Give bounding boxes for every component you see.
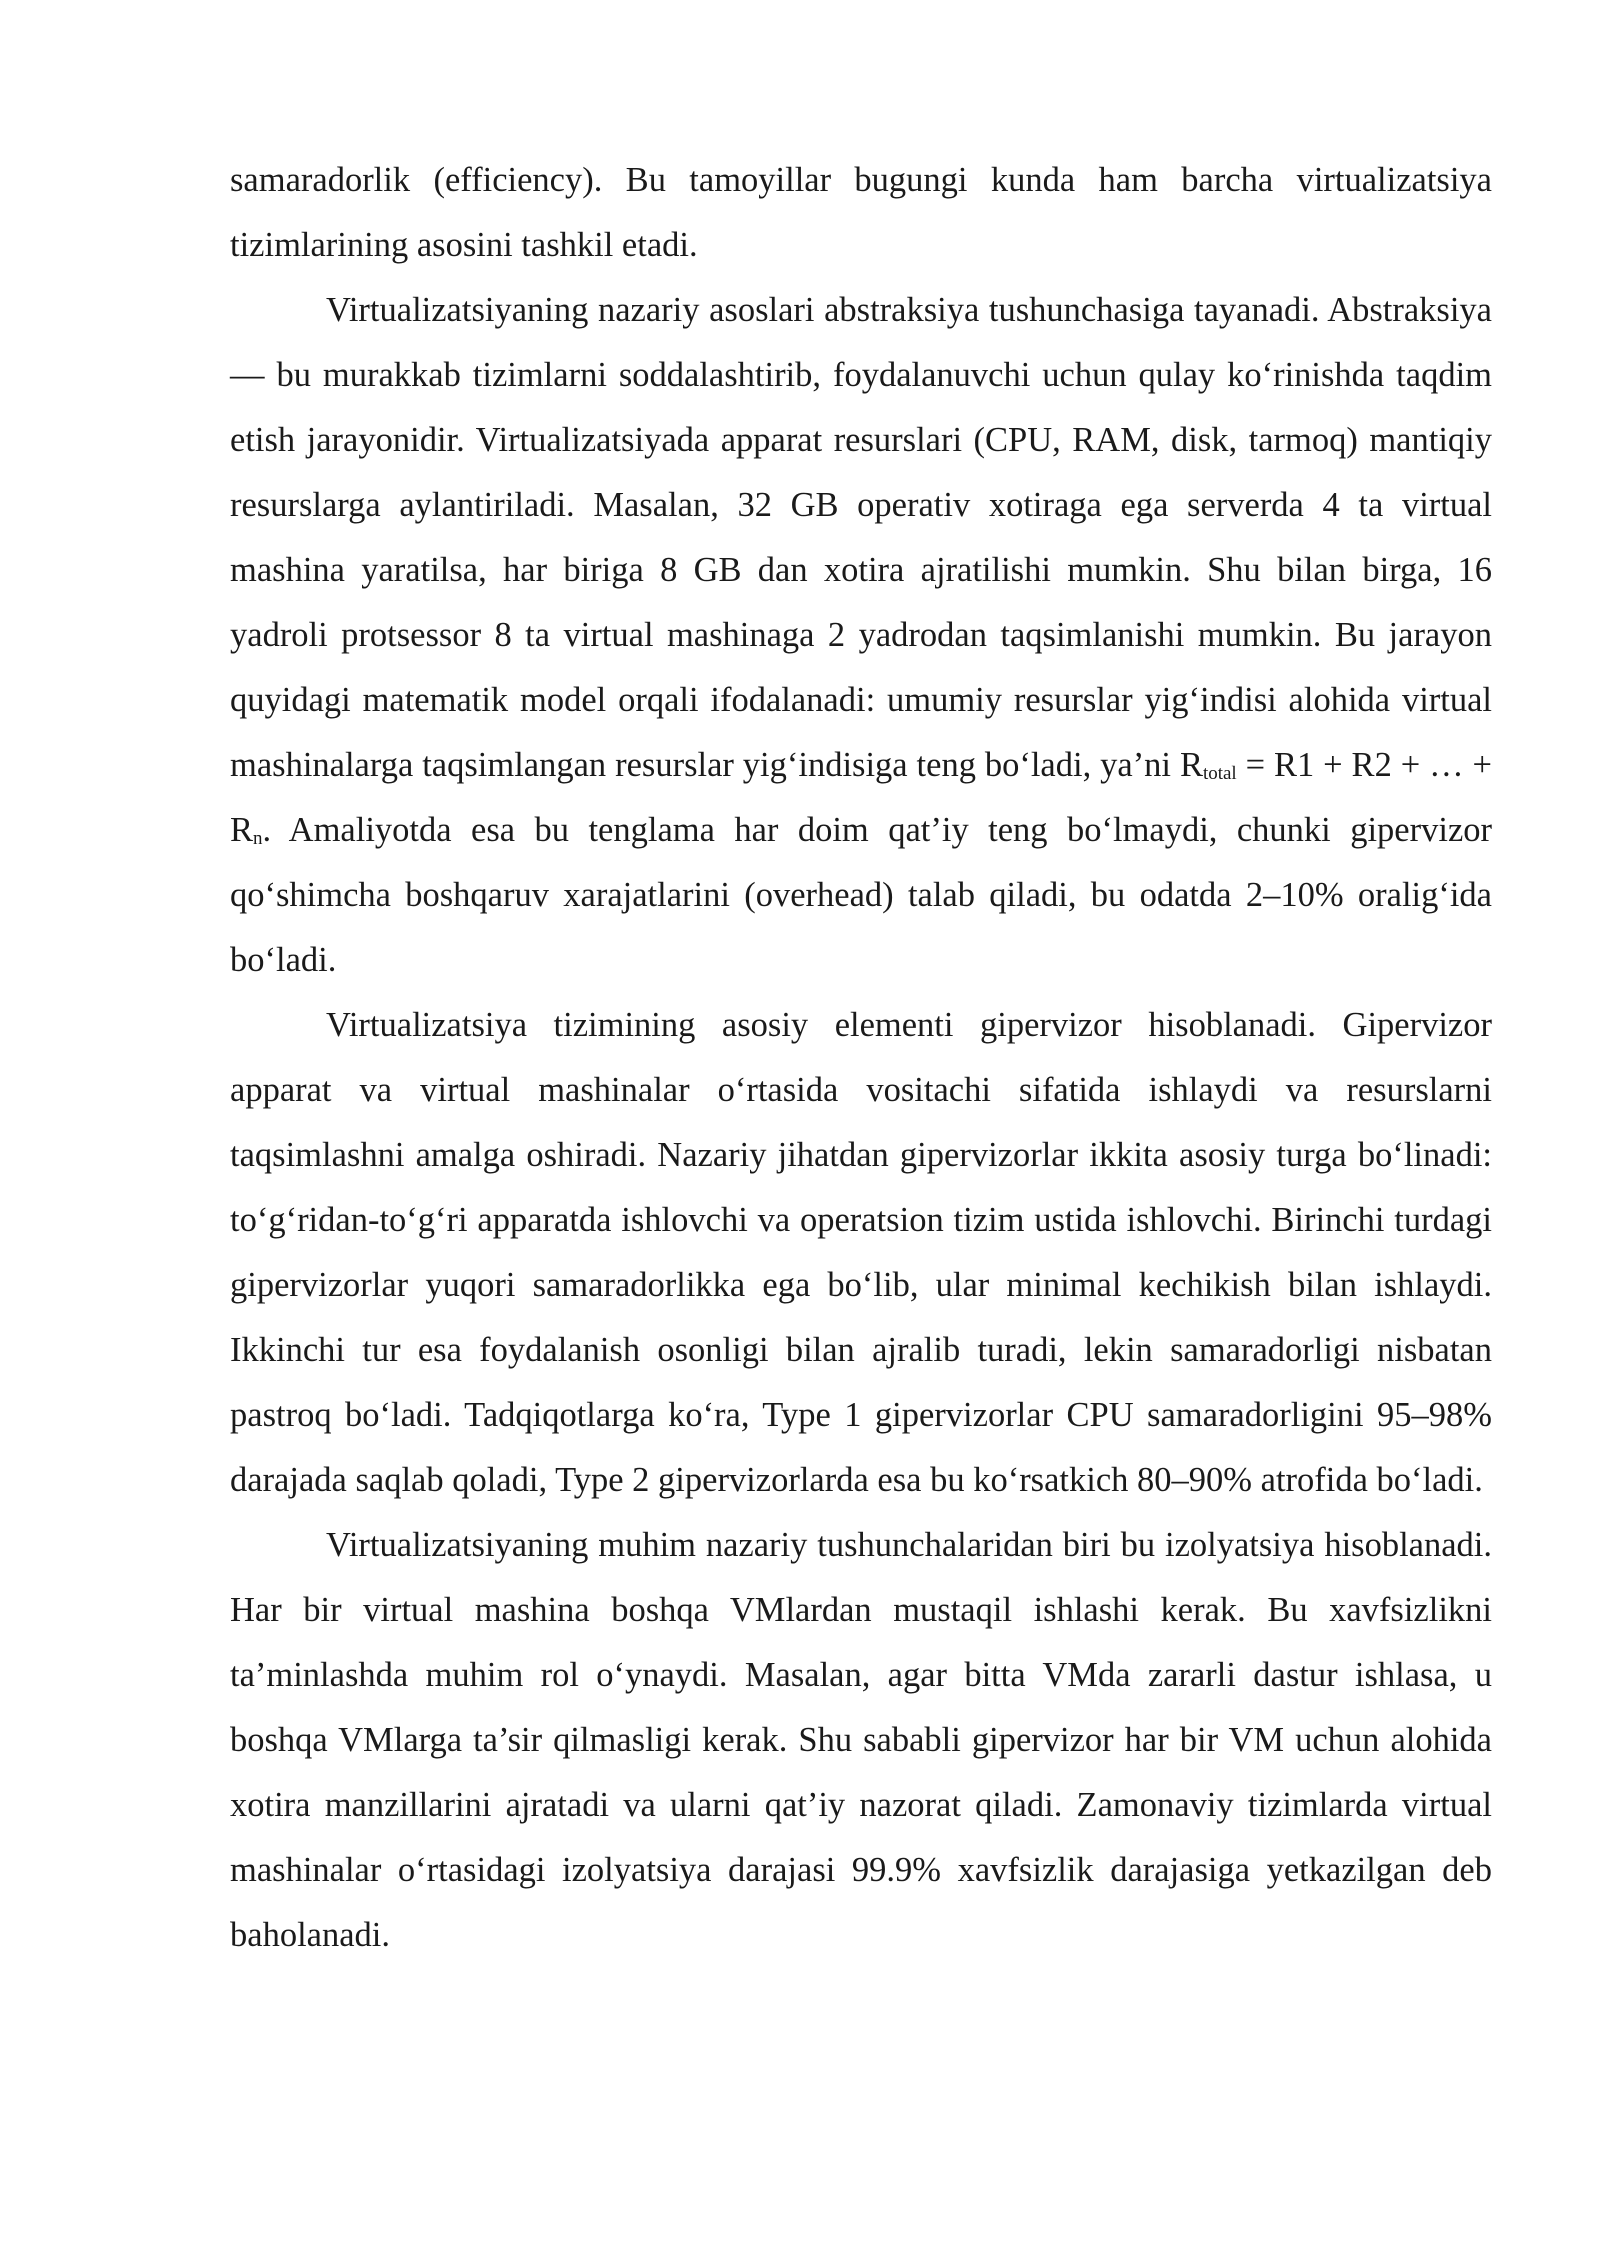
subscript-total: total: [1202, 762, 1237, 784]
paragraph-2-text-part-3: . Amaliyotda esa bu tenglama har doim qat’iy teng bo‘lmaydi, chunki gipervizor qo‘shimcha boshqaruv xarajatlarini (overhead) talab qiladi, bu odatda 2–10% oralig‘ida bo‘ladi.: [230, 811, 1492, 979]
subscript-n: n: [253, 827, 263, 849]
paragraph-3: [230, 993, 1492, 1513]
paragraph-4: [230, 1513, 1492, 1968]
paragraph-2: [230, 278, 1492, 993]
paragraph-2-text-part-1: Virtualizatsiyaning nazariy asoslari abstraksiya tushunchasiga tayanadi. Abstraksiya — bu murakkab tizimlarni soddalashtirib, foydalanuvchi uchun qulay ko‘rinishda taqdim etish jarayonidir. Virtualizatsiyada apparat resurslari (CPU, RAM, disk, tarmoq) mantiqiy resurslarga aylantiriladi. Masalan, 32 GB operativ xotiraga ega serverda 4 ta virtual mashina yaratilsa, har biriga 8 GB dan xotira ajratilishi mumkin. Shu bilan birga, 16 yadroli protsessor 8 ta virtual mashinaga 2 yadrodan taqsimlanishi mumkin. Bu jarayon quyidagi matematik model orqali ifodalanadi: umumiy resurslar yig‘indisi alohida virtual mashinalarga taqsimlangan resurslar yig‘indisiga teng bo‘ladi, ya’ni R: [230, 291, 1492, 784]
paragraph-4-text: Virtualizatsiyaning muhim nazariy tushunchalaridan biri bu izolyatsiya hisoblanadi. Har bir virtual mashina boshqa VMlardan mustaqil ishlashi kerak. Bu xavfsizlikni ta’minlashda muhim rol o‘ynaydi. Masalan, agar bitta VMda zararli dastur ishlasa, u boshqa VMlarga ta’sir qilmasligi kerak. Shu sababli gipervizor har bir VM uchun alohida xotira manzillarini ajratadi va ularni qat’iy nazorat qiladi. Zamonaviy tizimlarda virtual mashinalar o‘rtasidagi izolyatsiya darajasi 99.9% xavfsizlik darajasiga yetkazilgan deb baholanadi.: [230, 1526, 1492, 1954]
document-body: [230, 148, 1492, 1968]
paragraph-2-text-part-2: = R1 + R2 + … + R: [230, 746, 1492, 849]
paragraph-3-text: Virtualizatsiya tizimining asosiy elementi gipervizor hisoblanadi. Gipervizor apparat va virtual mashinalar o‘rtasida vositachi sifatida ishlaydi va resurslarni taqsimlashni amalga oshiradi. Nazariy jihatdan gipervizorlar ikkita asosiy turga bo‘linadi: to‘g‘ridan-to‘g‘ri apparatda ishlovchi va operatsion tizim ustida ishlovchi. Birinchi turdagi gipervizorlar yuqori samaradorlikka ega bo‘lib, ular minimal kechikish bilan ishlaydi. Ikkinchi tur esa foydalanish osonligi bilan ajralib turadi, lekin samaradorligi nisbatan pastroq bo‘ladi. Tadqiqotlarga ko‘ra, Type 1 gipervizorlar CPU samaradorligini 95–98% darajada saqlab qoladi, Type 2 gipervizorlarda esa bu ko‘rsatkich 80–90% atrofida bo‘ladi.: [230, 1006, 1492, 1499]
paragraph-1: [230, 148, 1492, 278]
paragraph-1-text: samaradorlik (efficiency). Bu tamoyillar bugungi kunda ham barcha virtualizatsiya tizimlarining asosini tashkil etadi.: [230, 161, 1492, 264]
